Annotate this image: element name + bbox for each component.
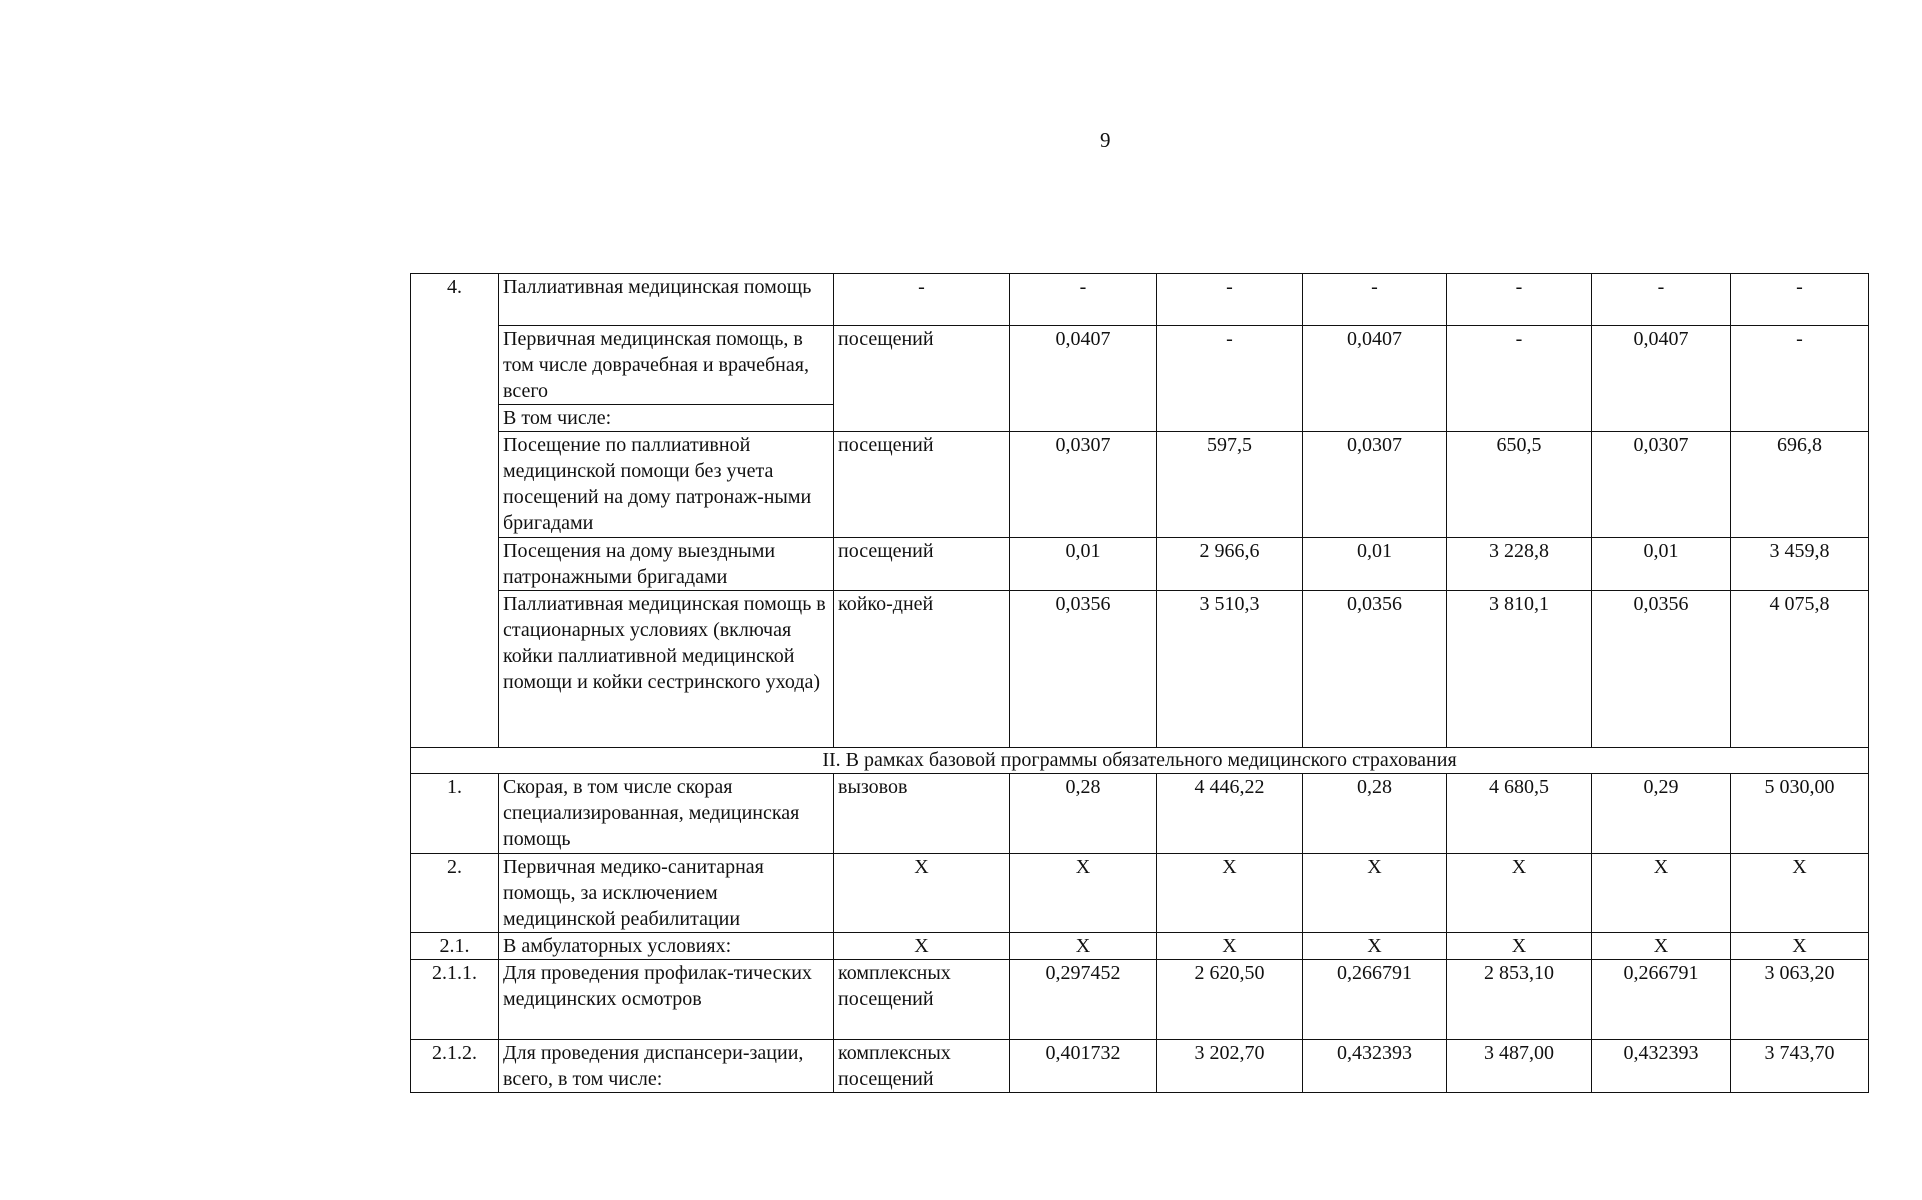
row-number: 2.1.1. [411,960,499,1040]
row-number: 2. [411,854,499,933]
cell-cost-2026: Х [1731,933,1869,960]
table-row [411,326,1869,405]
table-row [411,274,1869,326]
table-row [411,591,1869,748]
cell-norm-2026: 0,0356 [1592,591,1731,748]
cell-cost-2026: - [1731,274,1869,326]
row-unit: посещений [834,326,1010,432]
cell-cost-2025: 4 680,5 [1447,774,1592,854]
cell-cost-2026: 5 030,00 [1731,774,1869,854]
medical-care-table [410,273,1869,1093]
row-unit: - [834,274,1010,326]
row-unit: комплексных посещений [834,1040,1010,1093]
cell-cost-2025: Х [1447,854,1592,933]
cell-cost-2024: 597,5 [1157,432,1303,538]
row-name: Посещение по паллиативной медицинской помощи без учета посещений на дому патронаж-ными бригадами [499,432,834,538]
cell-cost-2025: 3 228,8 [1447,538,1592,591]
cell-norm-2026: 0,01 [1592,538,1731,591]
table-row [411,933,1869,960]
row-unit: койко-дней [834,591,1010,748]
cell-cost-2026: 3 743,70 [1731,1040,1869,1093]
cell-norm-2024: - [1010,274,1157,326]
row-number: 2.1.2. [411,1040,499,1093]
cell-norm-2026: Х [1592,854,1731,933]
cell-cost-2026: Х [1731,854,1869,933]
table-row [411,960,1869,1040]
cell-cost-2025: - [1447,274,1592,326]
cell-norm-2024: 0,0407 [1010,326,1157,432]
cell-cost-2025: 650,5 [1447,432,1592,538]
cell-cost-2024: 3 510,3 [1157,591,1303,748]
row-name: Паллиативная медицинская помощь в стационарных условиях (включая койки паллиативной медицинской помощи и койки сестринского ухода) [499,591,834,748]
cell-norm-2025: Х [1303,933,1447,960]
row-unit: Х [834,933,1010,960]
row-unit: Х [834,854,1010,933]
table-row [411,854,1869,933]
cell-cost-2024: - [1157,274,1303,326]
row-unit: комплексных посещений [834,960,1010,1040]
cell-norm-2025: 0,28 [1303,774,1447,854]
cell-cost-2025: - [1447,326,1592,432]
table-row [411,774,1869,854]
row-name: Паллиативная медицинская помощь [499,274,834,326]
row-name: Посещения на дому выездными патронажными бригадами [499,538,834,591]
row-unit: вызовов [834,774,1010,854]
cell-norm-2024: Х [1010,933,1157,960]
row-unit: посещений [834,538,1010,591]
page-number: 9 [1100,128,1111,152]
row-name: Для проведения диспансери-зации, всего, в том числе: [499,1040,834,1093]
section-row [411,748,1869,774]
cell-cost-2024: 3 202,70 [1157,1040,1303,1093]
row-number: 4. [411,274,499,748]
row-name: Первичная медико-санитарная помощь, за исключением медицинской реабилитации [499,854,834,933]
cell-norm-2024: 0,01 [1010,538,1157,591]
row-name: Первичная медицинская помощь, в том числе доврачебная и врачебная, всего [499,326,834,405]
cell-norm-2024: 0,401732 [1010,1040,1157,1093]
table-row [411,538,1869,591]
row-unit: посещений [834,432,1010,538]
row-name: Для проведения профилак-тических медицинских осмотров [499,960,834,1040]
cell-cost-2024: - [1157,326,1303,432]
row-name: Скорая, в том числе скорая специализированная, медицинская помощь [499,774,834,854]
cell-cost-2024: Х [1157,854,1303,933]
row-name: В амбулаторных условиях: [499,933,834,960]
cell-norm-2024: Х [1010,854,1157,933]
cell-cost-2024: 2 620,50 [1157,960,1303,1040]
cell-norm-2025: - [1303,274,1447,326]
cell-norm-2026: 0,29 [1592,774,1731,854]
cell-norm-2026: 0,432393 [1592,1040,1731,1093]
cell-norm-2025: 0,01 [1303,538,1447,591]
cell-cost-2025: Х [1447,933,1592,960]
cell-norm-2024: 0,0307 [1010,432,1157,538]
cell-norm-2026: 0,266791 [1592,960,1731,1040]
cell-cost-2024: 4 446,22 [1157,774,1303,854]
cell-norm-2024: 0,0356 [1010,591,1157,748]
cell-cost-2025: 2 853,10 [1447,960,1592,1040]
cell-norm-2024: 0,297452 [1010,960,1157,1040]
cell-cost-2026: - [1731,326,1869,432]
cell-norm-2026: - [1592,274,1731,326]
cell-cost-2026: 3 063,20 [1731,960,1869,1040]
cell-norm-2025: 0,266791 [1303,960,1447,1040]
cell-cost-2026: 3 459,8 [1731,538,1869,591]
table-row [411,1040,1869,1093]
cell-cost-2025: 3 810,1 [1447,591,1592,748]
cell-norm-2025: 0,432393 [1303,1040,1447,1093]
cell-norm-2026: Х [1592,933,1731,960]
section-title: II. В рамках базовой программы обязательного медицинского страхования [411,748,1869,774]
row-sub-label: В том числе: [499,405,834,432]
row-number: 2.1. [411,933,499,960]
cell-norm-2026: 0,0307 [1592,432,1731,538]
cell-norm-2025: Х [1303,854,1447,933]
cell-norm-2024: 0,28 [1010,774,1157,854]
cell-norm-2025: 0,0307 [1303,432,1447,538]
cell-cost-2024: Х [1157,933,1303,960]
row-number: 1. [411,774,499,854]
cell-cost-2026: 696,8 [1731,432,1869,538]
cell-norm-2026: 0,0407 [1592,326,1731,432]
cell-cost-2026: 4 075,8 [1731,591,1869,748]
cell-norm-2025: 0,0356 [1303,591,1447,748]
cell-norm-2025: 0,0407 [1303,326,1447,432]
table-row [411,432,1869,538]
cell-cost-2024: 2 966,6 [1157,538,1303,591]
cell-cost-2025: 3 487,00 [1447,1040,1592,1093]
